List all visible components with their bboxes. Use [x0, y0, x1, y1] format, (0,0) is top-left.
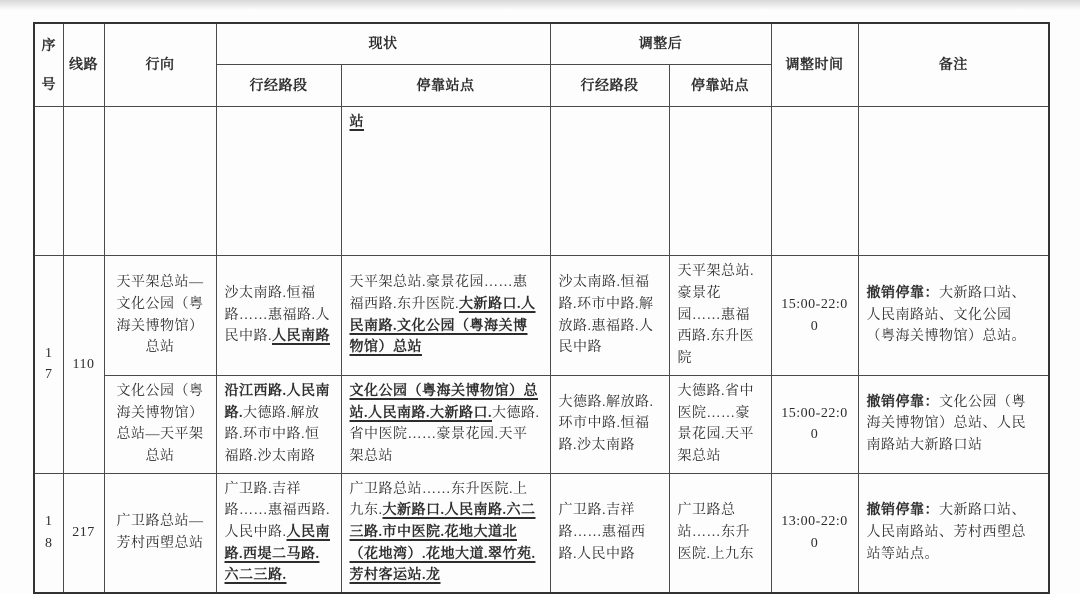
cell-adjusted-route: 大德路.解放路.环市中路.恒福路.沙太南路	[550, 375, 669, 473]
cell-direction	[104, 107, 216, 256]
header-adjusted-stops: 停靠站点	[669, 65, 771, 107]
table-header-row-1	[34, 23, 1049, 65]
cell-seq: 18	[34, 473, 63, 593]
cell-current-route	[216, 107, 341, 256]
header-current-route: 行经路段	[216, 65, 341, 107]
cell-current-route: 沿江西路.人民南路.大德路.解放路.环市中路.恒福路.沙太南路	[216, 375, 341, 473]
cell-current-stops: 站	[341, 107, 550, 256]
cell-adjusted-stops: 广卫路总站……东升医院.上九东	[669, 473, 771, 593]
header-adjusted-group: 调整后	[550, 23, 771, 65]
cell-direction: 广卫路总站—芳村西塱总站	[104, 473, 216, 593]
header-remarks: 备注	[858, 23, 1049, 107]
table-row-continuation	[34, 107, 1049, 256]
cell-remarks: 撤销停靠：大新路口站、人民南路站、文化公园（粤海关博物馆）总站。	[858, 256, 1049, 375]
header-line: 线路	[63, 23, 104, 107]
cell-adjust-time	[771, 107, 858, 256]
cell-adjusted-stops	[669, 107, 771, 256]
cell-direction: 天平架总站—文化公园（粤海关博物馆）总站	[104, 256, 216, 375]
table-row-17-direction-2	[34, 375, 1049, 473]
cell-seq: 17	[34, 256, 63, 473]
cell-line: 110	[63, 256, 104, 473]
cell-adjusted-stops: 大德路.省中医院……豪景花园.天平架总站	[669, 375, 771, 473]
cell-adjusted-route	[550, 107, 669, 256]
cell-current-stops: 天平架总站.豪景花园……惠福西路.东升医院.大新路口.人民南路.文化公园（粤海关博物馆）总站	[341, 256, 550, 375]
header-seq: 序号	[34, 23, 63, 107]
cell-adjusted-route: 沙太南路.恒福路.环市中路.解放路.惠福路.人民中路	[550, 256, 669, 375]
cell-line: 217	[63, 473, 104, 593]
cell-adjust-time: 15:00-22:00	[771, 256, 858, 375]
cell-adjust-time: 15:00-22:00	[771, 375, 858, 473]
header-adjust-time: 调整时间	[771, 23, 858, 107]
header-current-stops: 停靠站点	[341, 65, 550, 107]
header-current-group: 现状	[216, 23, 550, 65]
cell-remarks: 撤销停靠：文化公园（粤海关博物馆）总站、人民南路站大新路口站	[858, 375, 1049, 473]
bus-route-adjustment-table	[33, 22, 1050, 594]
cell-current-route: 广卫路.吉祥路……惠福西路.人民中路.人民南路.西堤二马路.六二三路.	[216, 473, 341, 593]
table-row-17-direction-1	[34, 256, 1049, 375]
cell-remarks: 撤销停靠：大新路口站、人民南路站、芳村西塱总站等站点。	[858, 473, 1049, 593]
header-direction: 行向	[104, 23, 216, 107]
cell-current-stops: 广卫路总站……东升医院.上九东.大新路口.人民南路.六二三路.市中医院.花地大道北（花地湾）.花地大道.翠竹苑.芳村客运站.龙	[341, 473, 550, 593]
header-adjusted-route: 行经路段	[550, 65, 669, 107]
cell-remarks	[858, 107, 1049, 256]
table-row-18	[34, 473, 1049, 593]
cell-current-stops: 文化公园（粤海关博物馆）总站.人民南路.大新路口.大德路.省中医院……豪景花园.天平架总站	[341, 375, 550, 473]
cell-adjust-time: 13:00-22:00	[771, 473, 858, 593]
cell-seq	[34, 107, 63, 256]
cell-line	[63, 107, 104, 256]
cell-direction: 文化公园（粤海关博物馆）总站—天平架总站	[104, 375, 216, 473]
cell-adjusted-stops: 天平架总站.豪景花园……惠福西路.东升医院	[669, 256, 771, 375]
cell-adjusted-route: 广卫路.吉祥路……惠福西路.人民中路	[550, 473, 669, 593]
scan-top-shadow	[0, 0, 1080, 10]
cell-current-route: 沙太南路.恒福路……惠福路.人民中路.人民南路	[216, 256, 341, 375]
